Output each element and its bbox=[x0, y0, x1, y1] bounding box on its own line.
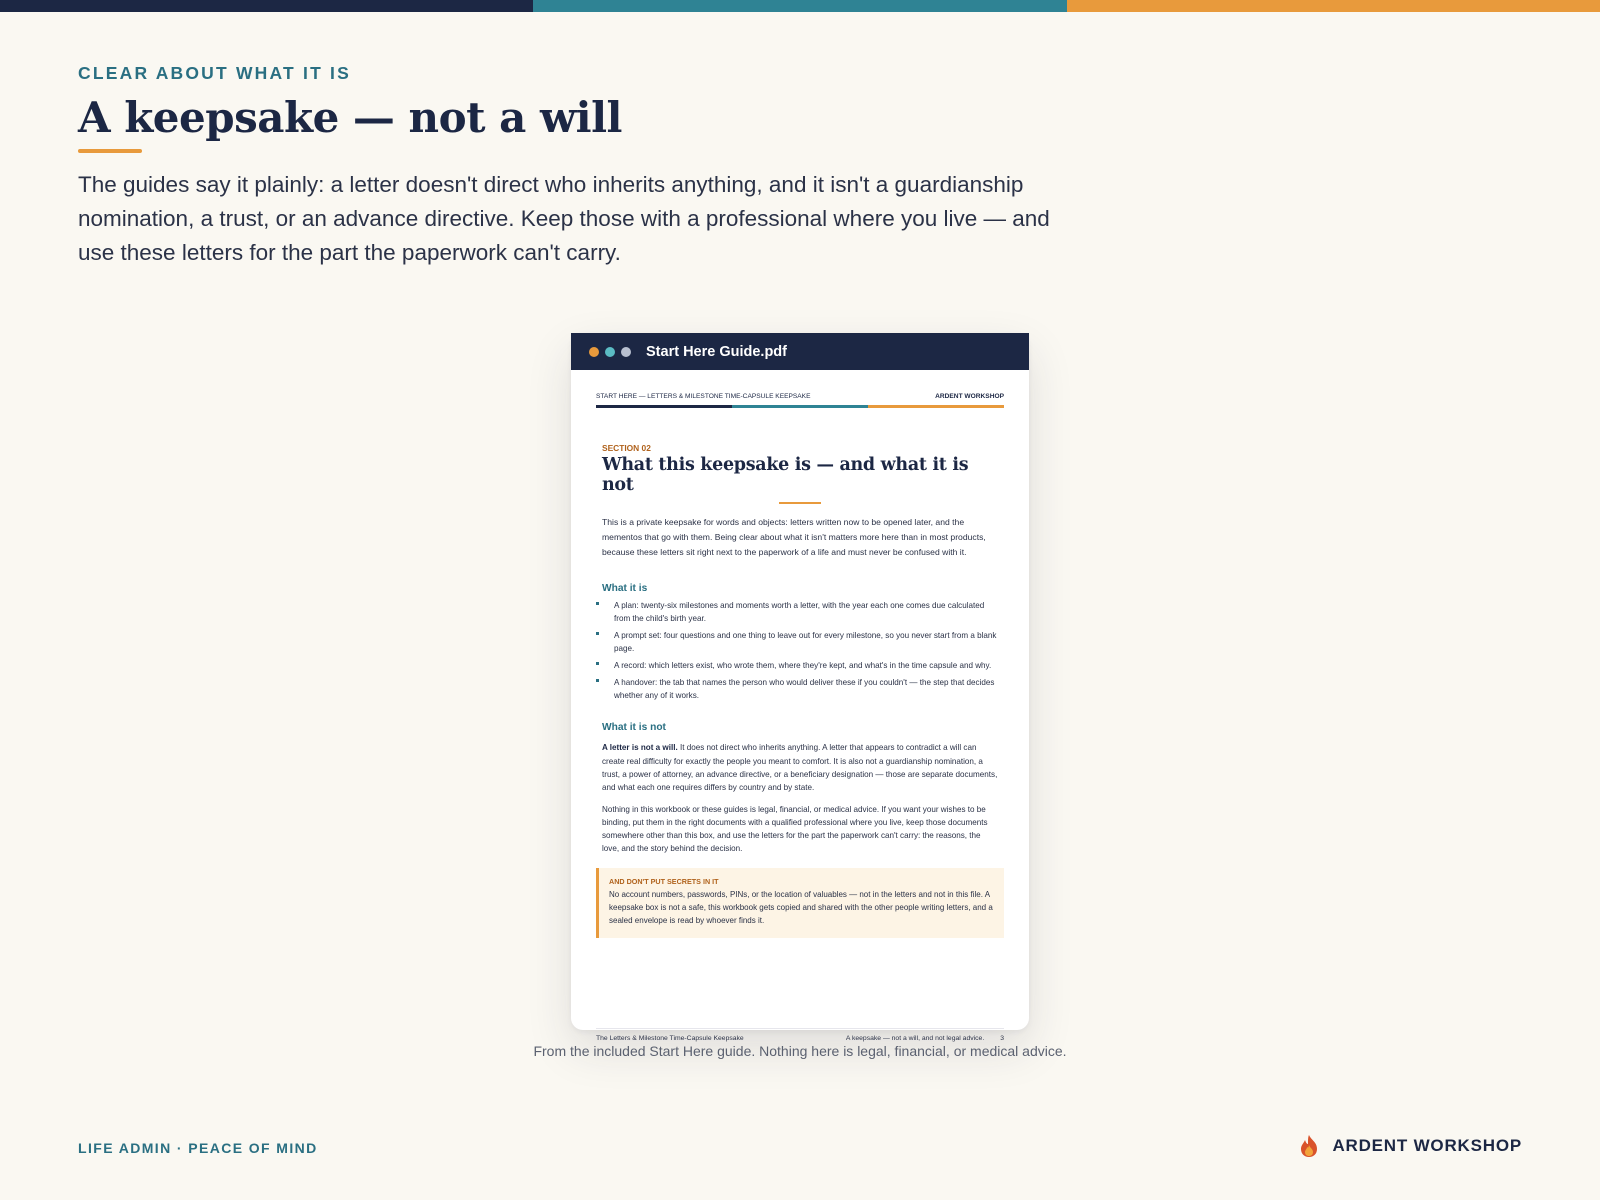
eyebrow-label: CLEAR ABOUT WHAT IT IS bbox=[78, 63, 351, 83]
flame-logo-icon bbox=[1298, 1134, 1320, 1158]
list-item: A prompt set: four questions and one thing to leave out for every milestone, so you never start from a blank page. bbox=[596, 629, 1004, 655]
list-item: A plan: twenty-six milestones and moments worth a letter, with the year each one comes due calculated from the child's birth year. bbox=[596, 599, 1004, 625]
preview-caption: From the included Start Here guide. Nothing here is legal, financial, or medical advice. bbox=[533, 1043, 1067, 1059]
window-dot-gray bbox=[621, 347, 631, 357]
window-dot-teal bbox=[605, 347, 615, 357]
running-head-left: START HERE — LETTERS & MILESTONE TIME-CAPSULE KEEPSAKE bbox=[596, 393, 811, 400]
not-a-will-lead: A letter is not a will. bbox=[602, 743, 678, 753]
callout-title: AND DON'T PUT SECRETS IN IT bbox=[609, 876, 719, 886]
document-footer bbox=[596, 1028, 1004, 1042]
title-underline bbox=[78, 149, 142, 153]
window-dot-orange bbox=[589, 347, 599, 357]
list-item: A record: which letters exist, who wrote them, where they're kept, and what's in the time capsule and why. bbox=[596, 659, 1004, 672]
document-footer-right bbox=[846, 1035, 1004, 1042]
top-bar-teal bbox=[533, 0, 1066, 12]
section-title: What this keepsake is — and what it is not bbox=[602, 455, 969, 495]
top-bar-navy bbox=[0, 0, 533, 12]
callout-text: No account numbers, passwords, PINs, or the location of valuables — not in the letters and not in this file. A keepsake box is not a safe, this workbook gets copied and shared with the other people writing letters, and a sealed envelope is read by whoever finds it. bbox=[609, 889, 993, 925]
secrets-callout bbox=[596, 868, 1004, 939]
lede-paragraph: The guides say it plainly: a letter doesn't direct who inherits anything, and it isn't a guardianship nomination, a trust, or an advance directive. Keep those with a professional where you live — and use these letters for the part the paperwork can't carry. bbox=[78, 172, 1050, 265]
rule-teal bbox=[732, 405, 868, 408]
rule-orange bbox=[868, 405, 1004, 408]
window-title-bar bbox=[571, 333, 1029, 370]
document-color-rule bbox=[596, 405, 1004, 408]
document-footer-title: The Letters & Milestone Time-Capsule Keepsake bbox=[596, 1035, 744, 1042]
document-page bbox=[571, 370, 1029, 1042]
footer-brand-name: ARDENT WORKSHOP bbox=[1332, 1136, 1522, 1155]
what-it-is-not-heading: What it is not bbox=[602, 722, 666, 734]
running-head-brand: ARDENT WORKSHOP bbox=[935, 393, 1004, 400]
not-a-will-paragraph bbox=[602, 741, 998, 794]
page-title: A keepsake — not a will bbox=[78, 93, 622, 142]
pdf-preview-window bbox=[571, 333, 1029, 1042]
not-a-will-body: It does not direct who inherits anything. A letter that appears to contradict a will can create real difficulty for exactly the people you meant to comfort. It is also not a guardianship nomination, a trust, a power of attorney, an advance directive, or a beneficiary designation — those are separate documents, and what each one requires differs by country and by state. bbox=[602, 743, 998, 793]
running-head bbox=[596, 370, 1004, 400]
rule-navy bbox=[596, 405, 732, 408]
list-item: A handover: the tab that names the person who would deliver these if you couldn't — the step that decides whether any of it works. bbox=[596, 676, 1004, 702]
what-it-is-list bbox=[596, 599, 1004, 702]
top-color-bar bbox=[0, 0, 1600, 12]
top-bar-orange bbox=[1067, 0, 1600, 12]
disclaimer-paragraph: Nothing in this workbook or these guides is legal, financial, or medical advice. If you want your wishes to be binding, put them in the right documents with a qualified professional where you live, keep those documents somewhere other than this box, and use the letters for the part the paperwork can't carry: the reasons, the love, and the story behind the decision. bbox=[602, 804, 988, 854]
footer-brand-block bbox=[1298, 1134, 1522, 1158]
footer-tagline: LIFE ADMIN · PEACE OF MIND bbox=[78, 1140, 318, 1156]
window-title: Start Here Guide.pdf bbox=[646, 343, 787, 360]
section-label: SECTION 02 bbox=[602, 443, 651, 453]
document-footer-note: A keepsake — not a will, and not legal advice. bbox=[845, 1035, 985, 1042]
intro-paragraph: This is a private keepsake for words and objects: letters written now to be opened later, and the mementos that go with them. Being clear about what it isn't matters more here than in most products, because these letters sit right next to the paperwork of a life and must never be confused with it. bbox=[602, 517, 986, 557]
what-it-is-heading: What it is bbox=[602, 583, 648, 595]
section-title-rule bbox=[779, 502, 821, 504]
page-number: 3 bbox=[1000, 1035, 1004, 1042]
